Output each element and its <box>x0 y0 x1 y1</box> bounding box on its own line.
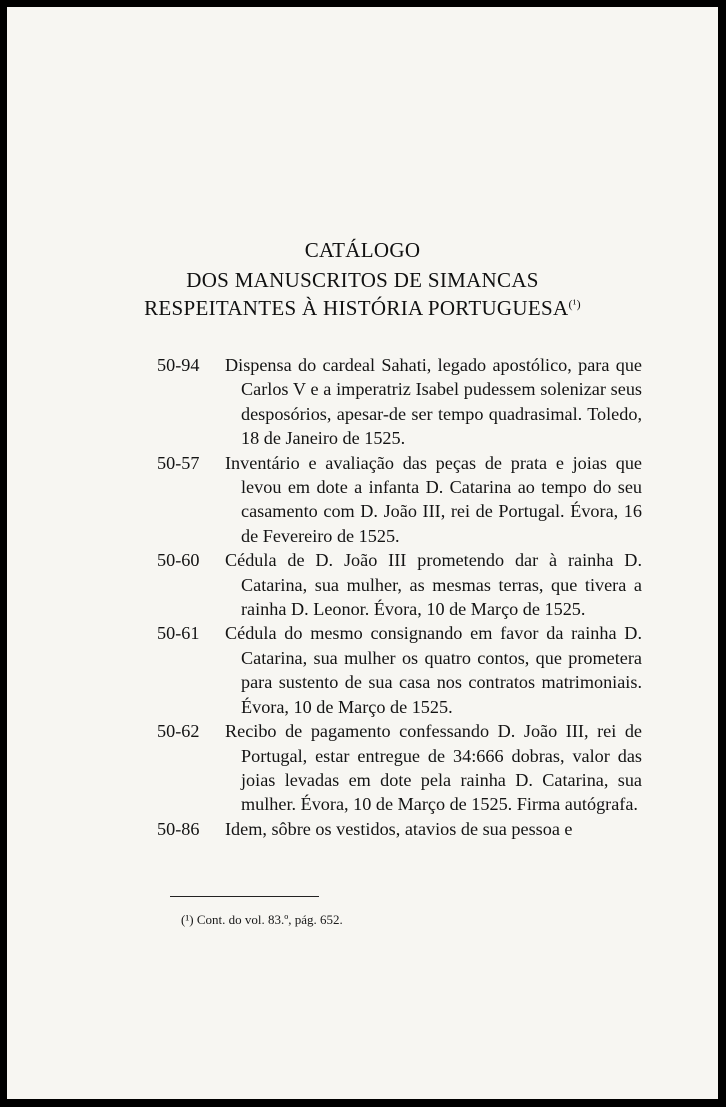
entry-description: Cédula do mesmo consignando em favor da rainha D. Catarina, sua mulher os quatro contos, que prometera para sustento de sua casa nos contratos matrimoniais. Évora, 10 de Março de 1525. <box>225 623 642 717</box>
entry-description: Inventário e avaliação das peças de prata e joias que levou em dote a infanta D. Catarina ao tempo do seu casamento com D. João III, rei de Portugal. Évora, 16 de Fevereiro de 1525. <box>225 452 642 546</box>
entry-code: 50-61 <box>157 623 200 644</box>
footnote <box>181 912 343 928</box>
footnote-reference: (¹) <box>568 297 581 311</box>
manuscript-entry <box>157 621 642 719</box>
entry-description: Cédula de D. João III prometendo dar à rainha D. Catarina, sua mulher, as mesmas terras, que tivera a rainha D. Leonor. Évora, 10 de Março de 1525. <box>225 550 642 620</box>
entry-code: 50-57 <box>157 452 200 473</box>
manuscript-entry <box>157 353 642 451</box>
manuscript-entry <box>157 548 642 621</box>
manuscript-entry <box>157 719 642 817</box>
entry-description: Recibo de pagamento confessando D. João III, rei de Portugal, estar entregue de 34:666 dobras, valor das joias levadas em dote pela rainha D. Catarina, sua mulher. Évora, 10 de Março de 1525. Firma autógrafa. <box>225 721 642 815</box>
manuscript-list <box>157 353 642 841</box>
entry-code: 50-86 <box>157 818 200 839</box>
catalog-title: CATÁLOGO <box>304 238 421 262</box>
entry-code: 50-94 <box>157 355 200 375</box>
manuscript-entry <box>157 451 642 549</box>
entry-code: 50-60 <box>157 550 200 571</box>
document-page <box>7 7 718 1099</box>
entry-code: 50-62 <box>157 721 200 742</box>
catalog-subtitle-2: RESPEITANTES À HISTÓRIA $PORTUGUESA^{(^1)}$ <box>144 296 581 320</box>
footnote-mark: (¹) <box>181 912 194 927</box>
manuscript-entry <box>157 817 642 841</box>
footnote-divider <box>170 896 319 897</box>
catalog-subtitle: DOS MANUSCRITOS DE SIMANCAS <box>186 268 539 292</box>
entry-description: Idem, sôbre os vestidos, atavios de sua pessoa e <box>225 818 573 839</box>
entry-description: Dispensa do cardeal Sahati, legado apostólico, para que Carlos V e a imperatriz Isabel pudessem solenizar seus desposórios, apesar-de ser tempo quadrasimal. Toledo, 18 de Janeiro de 1525. <box>225 355 642 449</box>
footnote-text: Cont. do vol. 83.º, pág. 652. <box>196 912 343 927</box>
